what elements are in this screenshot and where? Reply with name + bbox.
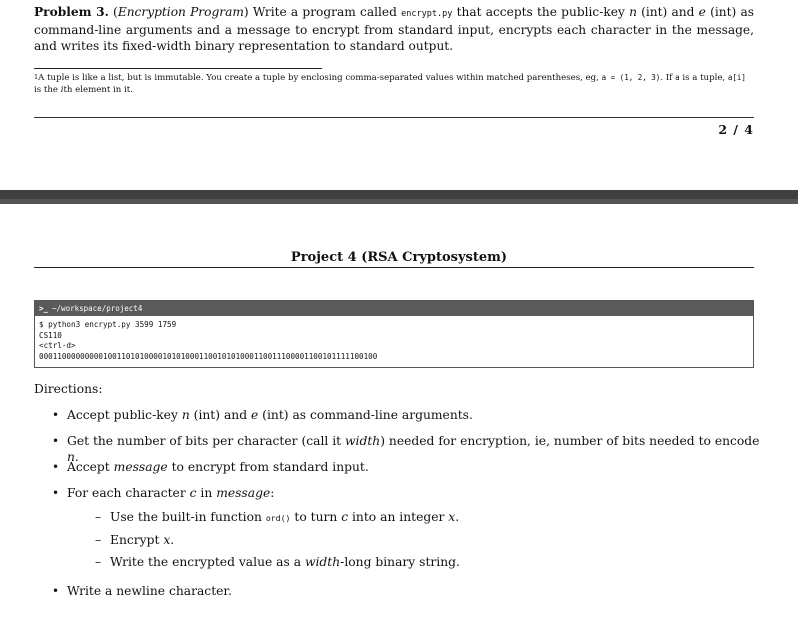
bullet-icon: •	[52, 460, 60, 474]
dash-icon: –	[95, 510, 102, 524]
problem-label: Problem 3.	[34, 5, 109, 19]
problem-title: Encryption Program	[117, 5, 244, 19]
previous-page	[0, 0, 798, 190]
footnote: $^1$A tuple is like a list, but is immutable. You create a tuple by enclosing comma-separated values within matched parentheses, eg, a = (1, 2, 3). If a is a tuple, a[i] is the ith element in it.	[34, 73, 746, 95]
current-page	[0, 204, 798, 617]
terminal-prompt-icon: >_	[39, 304, 49, 313]
program-name: encrypt.py	[401, 9, 453, 19]
terminal-line: <ctrl-d>	[39, 341, 76, 350]
bullet-icon: •	[52, 434, 60, 448]
page-header-rule	[34, 267, 754, 268]
sub-list-item: – Use the built-in function ord() to turn c into an integer x.	[95, 510, 460, 524]
page-number: 2 / 4	[718, 122, 754, 137]
page-footer-rule	[34, 117, 754, 118]
terminal-line: CS110	[39, 330, 62, 340]
list-item: • For each character c in message: – Use the built-in function ord() to turn c into an integer x. – Encrypt x. – Write the encrypted value as a width-long binary string.	[52, 485, 772, 581]
directions-list	[52, 407, 772, 609]
footnote-number: 1	[34, 73, 39, 81]
dash-icon: –	[95, 532, 102, 547]
inline-code: ord()	[265, 513, 291, 523]
terminal-title-bar	[35, 301, 753, 316]
bullet-icon: •	[52, 486, 60, 500]
page-header-title: Project 4 (RSA Cryptosystem)	[290, 250, 508, 265]
terminal-output	[35, 316, 753, 362]
sub-list-item: – Encrypt x.	[95, 532, 175, 547]
directions-heading: Directions:	[34, 382, 103, 396]
terminal-line: 00011000000000100110101000010101000110010101000110011100001100101111100100	[39, 351, 378, 361]
list-item: • Accept message to encrypt from standard input.	[52, 460, 369, 474]
terminal-window	[34, 300, 754, 368]
sub-list-item: – Write the encrypted value as a width-long binary string.	[95, 555, 460, 569]
list-item: • Write a newline character.	[52, 583, 232, 598]
terminal-line: $ python3 encrypt.py 3599 1759	[39, 320, 177, 329]
bullet-icon: •	[52, 408, 60, 422]
page-separator	[0, 190, 798, 204]
problem-statement: Problem 3. (Encryption Program) Write a program called encrypt.py that accepts the public-key n (int) and e (int) as command-line arguments and a message to encrypt from standard input, encrypts each character in the message, and writes its fixed-width binary representation to standard output.	[34, 5, 754, 53]
dash-icon: –	[95, 555, 102, 569]
list-item: • Get the number of bits per character (call it width) needed for encryption, ie, number of bits needed to encode n.	[52, 434, 760, 464]
sub-list	[67, 509, 772, 577]
bullet-icon: •	[52, 583, 60, 598]
terminal-path: ~/workspace/project4	[52, 304, 143, 313]
footnote-divider	[34, 68, 322, 69]
list-item: • Accept public-key n (int) and e (int) as command-line arguments.	[52, 408, 473, 422]
